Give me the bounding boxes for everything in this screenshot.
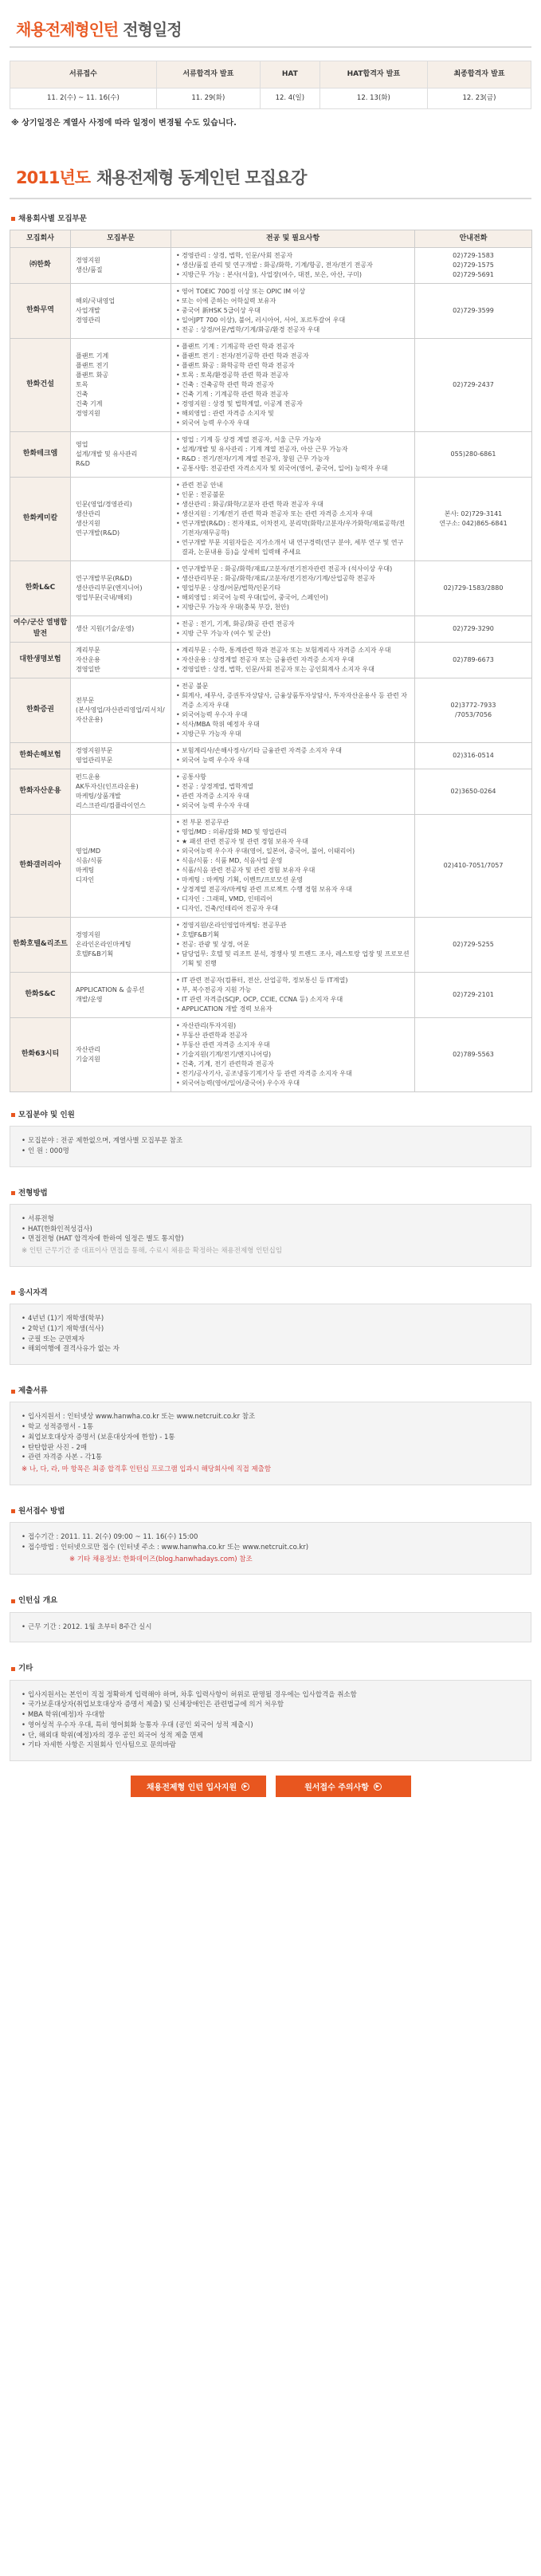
contact-cell: [415, 431, 532, 477]
contact-cell: [415, 642, 532, 678]
division-item: 영업부문(국내/해외): [76, 593, 132, 601]
division-item: 개발/운영: [76, 995, 103, 1003]
internship-heading: [11, 1595, 531, 1607]
apply-button-label: 채용전제형 인턴 입사지원: [146, 1784, 237, 1792]
contact-cell: [415, 814, 532, 917]
major-item: • 연구개발(R&D) : 전자재료, 이차전지, 분리막(화학/고분자/우가화학/재료공학/전기전자/재무공학): [176, 519, 410, 538]
major-item: • 지방근무 가능자 우대(충북 부강, 천안): [176, 603, 410, 612]
major-item: • 부, 복수전공자 지원 가능: [176, 985, 410, 995]
etc-item: • 입사지원서는 본인이 직접 정확하게 입력해야 하며, 차후 입력사항이 허위로 판명될 경우에는 입사합격을 취소함: [22, 1690, 519, 1701]
bullet-square-icon: [11, 1191, 15, 1195]
company-cell: 한화테크엠: [10, 431, 71, 477]
process-item: • 면접전형 (HAT 합격자에 한하여 일정은 별도 통지함): [22, 1234, 519, 1245]
etc-box: [10, 1680, 531, 1762]
process-heading: [11, 1188, 531, 1199]
division-item: 연구개발부문(R&D): [76, 574, 132, 582]
major-item: • 영업 : 기계 등 상경 계열 전공자, 서울 근무 가능자: [176, 435, 410, 445]
major-item: • 공통사항: [176, 773, 410, 782]
major-item: • 담당업무: 호텔 및 리조트 분석, 경쟁사 및 트렌드 조사, 레스토랑 업장 및 프로모션 기획 및 진행: [176, 950, 410, 969]
major-item: • 해외영업 : 외국어 능력 우대(일어, 중국어, 스페인어): [176, 593, 410, 603]
guide-title-main: 채용전제형 동계인턴 모집요강: [96, 168, 307, 187]
contact-phone: 02)3650-0264: [450, 787, 496, 795]
major-item: • 부동산 관련 자격증 소지자 우대: [176, 1040, 410, 1050]
major-cell: [171, 917, 415, 972]
major-item: • 전공 : 전기, 기계, 화공/화공 관련 전공자: [176, 619, 410, 629]
division-item: 플랜트 전기: [76, 361, 109, 369]
schedule-value: 12. 4(일): [260, 88, 320, 109]
major-item: • 디자인, 건축/인테리어 전공자 우대: [176, 904, 410, 914]
apply-button[interactable]: [131, 1776, 266, 1797]
contact-phone: 02)729-1575: [453, 261, 494, 269]
recruit-table: [10, 230, 532, 1092]
eligibility-item: • 해외여행에 결격사유가 없는 자: [22, 1344, 519, 1355]
division-item: 마케팅: [76, 866, 95, 874]
etc-heading: [11, 1663, 531, 1674]
major-cell: [171, 431, 415, 477]
contact-phone: 02)729-1583/2880: [443, 584, 504, 592]
major-cell: [171, 247, 415, 283]
division-item: 경영지원: [76, 256, 100, 264]
division-item: 경영관리: [76, 316, 100, 324]
division-cell: [71, 642, 171, 678]
division-item: 해외/국내영업: [76, 297, 116, 305]
major-cell: [171, 742, 415, 769]
major-item: • 보험계리사/손해사정사/기타 금융관련 자격증 소지자 우대: [176, 746, 410, 756]
division-item: APPLICATION & 솔루션: [76, 985, 145, 993]
division-item: 전부문: [76, 696, 95, 704]
major-item: • 석사/MBA 학위 예정자 우대: [176, 720, 410, 730]
contact-cell: [415, 477, 532, 560]
eligibility-heading: [11, 1288, 531, 1299]
contact-phone: 02)729-3290: [453, 624, 494, 632]
company-cell: 대한생명보험: [10, 642, 71, 678]
major-item: • 전공 : 상경/어문/법학/기계/화공/환경 전공자 우대: [176, 325, 410, 335]
etc-item: • 영어성적 우수자 우대, 특히 영어회화 능통자 우대 (공인 외국어 성적 제출시): [22, 1721, 519, 1731]
division-item: 호텔F&B기획: [76, 950, 114, 958]
table-row: [10, 1017, 532, 1091]
division-item: R&D: [76, 459, 90, 467]
division-cell: [71, 615, 171, 642]
recruit-header: 모집회사: [10, 230, 71, 247]
division-item: 건축: [76, 390, 88, 398]
process-item: • HAT(한화인적성검사): [22, 1225, 519, 1235]
caution-button-label: 원서접수 주의사항: [304, 1784, 369, 1792]
contact-phone: 02)789-6673: [453, 655, 494, 663]
etc-item: • 단, 해외대 학위(예정)자의 경우 공인 외국어 성적 제출 면제: [22, 1731, 519, 1741]
major-item: • R&D : 전기/전자/기계 계열 전공자, 창원 근무 가능자: [176, 454, 410, 464]
schedule-value: 12. 23(금): [427, 88, 531, 109]
major-item: • APPLICATION 개발 경력 보유자: [176, 1005, 410, 1014]
contact-cell: [415, 678, 532, 742]
table-row: [10, 678, 532, 742]
major-item: • 지방근무 가능자 우대: [176, 730, 410, 739]
contact-cell: [415, 972, 532, 1017]
major-item: • 식품/식음 관련 전공자 및 관련 경험 보유자 우대: [176, 866, 410, 875]
table-row: [10, 769, 532, 814]
major-item: • IT 관련 전공자(컴퓨터, 전산, 산업공학, 정보통신 등 IT계열): [176, 976, 410, 985]
company-cell: 여수/군산 열병합발전: [10, 615, 71, 642]
documents-item: • 학교 성적증명서 - 1통: [22, 1422, 519, 1433]
company-cell: 한화호텔&리조트: [10, 917, 71, 972]
division-item: 식음/식품: [76, 856, 103, 864]
caution-button[interactable]: [276, 1776, 411, 1797]
major-item: • 중국어 新HSK 5급이상 우대: [176, 306, 410, 316]
major-cell: [171, 560, 415, 615]
division-item: 설계/개발 및 유사관리: [76, 450, 138, 458]
major-cell: [171, 283, 415, 338]
major-cell: [171, 814, 415, 917]
eligibility-heading-text: 응시자격: [18, 1288, 48, 1297]
division-item: 경영지원부문: [76, 746, 113, 754]
major-item: • 계리부문 : 수학, 통계관련 학과 전공자 또는 보험계리사 자격증 소지자 우대: [176, 646, 410, 655]
table-row: [10, 247, 532, 283]
division-item: 기술지원: [76, 1055, 100, 1063]
major-item: • 외국어능력 우수자 우대(영어, 일본어, 중국어, 불어, 이태리어): [176, 847, 410, 856]
division-item: 디자인: [76, 875, 95, 883]
contact-phone: 02)729-2437: [453, 380, 494, 388]
division-item: 리스크관리/컴플라이언스: [76, 801, 146, 809]
division-item: 경영지원: [76, 930, 100, 938]
division-item: 영업/MD: [76, 847, 101, 855]
major-item: • 생산지원 : 기계/전기 관련 학과 전공자 또는 관련 자격증 소지자 우대: [176, 509, 410, 519]
contact-phone: 055)280-6861: [450, 450, 496, 458]
major-cell: [171, 678, 415, 742]
division-item: 건축 기계: [76, 399, 103, 407]
table-row: [10, 742, 532, 769]
major-cell: [171, 615, 415, 642]
company-cell: 한화손해보험: [10, 742, 71, 769]
contact-phone: 02)410-7051/7057: [443, 861, 504, 869]
major-item: • 부동산 관련학과 전공자: [176, 1031, 410, 1040]
major-item: • 영어 TOEIC 700점 이상 또는 OPIC IM 이상: [176, 287, 410, 297]
major-item: • ★ 패션 관련 전공자 및 관련 경험 보유자 우대: [176, 837, 410, 847]
major-cell: [171, 769, 415, 814]
major-item: • 전기/공사기사, 공조냉동기계기사 등 관련 자격증 소지자 우대: [176, 1069, 410, 1079]
major-item: • 플랜트 기계 : 기계공학 관련 학과 전공자: [176, 342, 410, 352]
division-item: 생산 지원(기술/운영): [76, 624, 135, 632]
schedule-header: HAT합격자 발표: [320, 61, 427, 88]
application-box: [10, 1522, 531, 1575]
division-item: 플랜트 화공: [76, 371, 109, 379]
contact-phone: 본사: 02)729-3141: [444, 509, 503, 517]
major-item: • 외국어 능력 우수자 우대: [176, 801, 410, 811]
table-row: [10, 431, 532, 477]
process-note: ※ 인턴 근무기간 중 대표이사 면접을 통해, 수료시 채용을 확정하는 채용전제형 인턴십임: [22, 1247, 282, 1255]
eligibility-item: • 2학년 (1)기 재학생(석사): [22, 1324, 519, 1335]
division-cell: [71, 560, 171, 615]
bullet-square-icon: [11, 1509, 15, 1513]
company-cell: 한화케미칼: [10, 477, 71, 560]
internship-box: [10, 1612, 531, 1643]
schedule-value: 12. 13(화): [320, 88, 427, 109]
major-item: • 외국어능력 우수자 우대: [176, 710, 410, 720]
major-item: • 상경계열 전공자/마케팅 관련 프로젝트 수행 경험 보유자 우대: [176, 885, 410, 895]
process-item: • 서류전형: [22, 1214, 519, 1225]
division-cell: [71, 338, 171, 431]
division-cell: [71, 1017, 171, 1091]
company-cell: 한화건설: [10, 338, 71, 431]
division-item: 토목: [76, 380, 88, 388]
table-row: [10, 283, 532, 338]
company-cell: 한화갤러리아: [10, 814, 71, 917]
schedule-title: [10, 18, 531, 48]
major-item: • 생산관리부문 : 화공/화학/재료/고분자/전기전자/기계/산업공학 전공자: [176, 574, 410, 584]
table-row: [10, 477, 532, 560]
table-row: [10, 972, 532, 1017]
documents-box: [10, 1402, 531, 1485]
fields-heading: [11, 1110, 531, 1121]
major-cell: [171, 338, 415, 431]
recruit-header: 모집부문: [71, 230, 171, 247]
major-item: • 설계/개발 및 유사관리 : 기계 계열 전공자, 아산 근무 가능자: [176, 445, 410, 454]
contact-cell: [415, 283, 532, 338]
action-buttons: [0, 1776, 541, 1797]
schedule-title-accent: 채용전제형인턴: [16, 20, 119, 39]
company-cell: 한화S&C: [10, 972, 71, 1017]
major-item: • 또는 이에 준하는 어학실력 보유자: [176, 297, 410, 306]
contact-cell: [415, 1017, 532, 1091]
application-item: • 접수방법 : 인터넷으로만 접수 (인터넷 주소 : www.hanwha.co.kr 또는 www.netcruit.co.kr): [22, 1543, 519, 1553]
schedule-title-main: 전형일정: [123, 20, 182, 39]
major-item: • 기술지원(기계/전기/엔지니어링): [176, 1050, 410, 1060]
schedule-table: [10, 61, 531, 109]
fields-item: • 모집분야 : 전공 제한없으며, 계열사별 모집부문 참조: [22, 1136, 519, 1146]
division-item: AK투자신(인프라운용): [76, 782, 139, 790]
major-item: • 전 부문 전공무관: [176, 818, 410, 828]
division-cell: [71, 283, 171, 338]
major-item: • 일어JPT 700 이상), 불어, 러시아어, 서어, 포르투갈어 우대: [176, 316, 410, 325]
major-item: • 경영지원 : 상경 및 법학계열, 이공계 전공자: [176, 399, 410, 409]
major-item: • IT 관련 자격증(SCJP, OCP, CCIE, CCNA 등) 소지자 우대: [176, 995, 410, 1005]
major-item: • 디자인 : 그래픽, VMD, 인테리어: [176, 895, 410, 904]
major-item: • 해외영업 : 관련 자격증 소지자 및: [176, 409, 410, 419]
schedule-header: 최종합격자 발표: [427, 61, 531, 88]
contact-phone: 02)789-5563: [453, 1050, 494, 1058]
contact-phone: 02)729-5255: [453, 940, 494, 948]
documents-heading: [11, 1386, 531, 1397]
division-item: 경영일반: [76, 665, 100, 673]
major-item: • 외국어 능력 우수자 우대: [176, 756, 410, 765]
major-item: • 연구개발부문 : 화공/화학/재료/고분자/전기전자관련 전공자 (석사이상 우대): [176, 564, 410, 574]
division-cell: [71, 477, 171, 560]
division-cell: [71, 742, 171, 769]
division-item: 자산운용: [76, 655, 100, 663]
company-cell: 한화63시티: [10, 1017, 71, 1091]
company-cell: 한화자산운용: [10, 769, 71, 814]
contact-phone: 연구소: 042)865-6841: [439, 519, 508, 527]
application-heading: [11, 1506, 531, 1517]
major-item: • 관련 자격증 소지자 우대: [176, 792, 410, 801]
major-item: • 자산운용 : 상경계열 전공자 또는 금융관련 자격증 소지자 우대: [176, 655, 410, 665]
major-item: • 외국어 능력 우수자 우대: [176, 419, 410, 428]
application-item: • 접수기간 : 2011. 11. 2(수) 09:00 ~ 11. 16(수) 15:00: [22, 1532, 519, 1543]
major-item: • 플랜트 화공 : 화학공학 관련 학과 전공자: [176, 361, 410, 371]
division-cell: [71, 769, 171, 814]
guide-year: 2011년도: [16, 168, 91, 187]
major-cell: [171, 642, 415, 678]
major-item: • 식음/식품 : 식품 MD, 식음사업 운영: [176, 856, 410, 866]
table-row: [10, 560, 532, 615]
fields-heading-text: 모집분야 및 인원: [18, 1110, 75, 1119]
major-cell: [171, 972, 415, 1017]
major-item: • 플랜트 전기 : 전자/전기공학 관련 학과 전공자: [176, 352, 410, 361]
contact-cell: [415, 338, 532, 431]
application-note: ※ 기타 채용정보: 한화데이즈(blog.hanwhadays.com) 참조: [69, 1555, 253, 1563]
contact-phone: 02)316-0514: [453, 751, 494, 759]
company-cell: 한화무역: [10, 283, 71, 338]
division-cell: [71, 917, 171, 972]
arrow-right-icon: ▶: [374, 1783, 382, 1791]
recruit-header: 안내전화: [415, 230, 532, 247]
division-item: 생산지원: [76, 519, 100, 527]
schedule-value: 11. 2(수) ~ 11. 16(수): [10, 88, 157, 109]
division-item: 인문(영업/경영관리): [76, 500, 132, 508]
major-item: • 건축, 기계, 전기 관련학과 전공자: [176, 1060, 410, 1069]
major-cell: [171, 1017, 415, 1091]
table-row: [10, 814, 532, 917]
division-cell: [71, 431, 171, 477]
schedule-note: ※ 상기일정은 계열사 사정에 따라 일정이 변경될 수도 있습니다.: [11, 119, 237, 128]
division-item: 사업개발: [76, 306, 100, 314]
company-cell: 한화L&C: [10, 560, 71, 615]
major-item: • 경영일반 : 상경, 법학, 인문/사회 전공자 또는 공인회계사 소지자 우대: [176, 665, 410, 674]
etc-item: • 기타 자세한 사항은 지원회사 인사팀으로 문의바람: [22, 1740, 519, 1751]
etc-item: • 국가보훈대상자(취업보호대상자 증명서 제출) 및 신체장애인은 관련법규에 의거 처우함: [22, 1700, 519, 1710]
eligibility-box: [10, 1304, 531, 1365]
recruit-heading: [11, 214, 531, 225]
etc-heading-text: 기타: [18, 1664, 33, 1673]
table-row: [10, 338, 532, 431]
company-cell: 한화증권: [10, 678, 71, 742]
division-item: 플랜트 기계: [76, 352, 109, 360]
company-cell: ㈜한화: [10, 247, 71, 283]
major-item: • 전공: 관광 및 상경, 어문: [176, 940, 410, 950]
contact-cell: [415, 560, 532, 615]
major-item: • 토목 : 토목/환경공학 관련 학과 전공자: [176, 371, 410, 380]
contact-cell: [415, 769, 532, 814]
documents-item: • 관련 자격증 사본 - 각1통: [22, 1453, 519, 1463]
major-item: • 관련 전공 안내: [176, 481, 410, 490]
documents-item: • 탄탄합판 사진 - 2매: [22, 1443, 519, 1453]
process-box: [10, 1204, 531, 1267]
division-item: 연구개발(R&D): [76, 529, 120, 537]
contact-cell: [415, 742, 532, 769]
bullet-square-icon: [11, 1113, 15, 1117]
major-item: • 건축 기계 : 기계공학 관련 학과 전공자: [176, 390, 410, 399]
bullet-square-icon: [11, 1599, 15, 1603]
contact-phone: 02)729-1583: [453, 251, 494, 259]
guide-title: [10, 166, 531, 199]
documents-item: • 최업보호대상자 증명서 (보훈대상자에 한함) - 1통: [22, 1433, 519, 1443]
arrow-right-icon: ▶: [241, 1783, 249, 1791]
major-item: • 공통사항: 전공관련 자격소지자 및 외국어(영어, 중국어, 일어) 능력자 우대: [176, 464, 410, 474]
application-heading-text: 원서접수 방법: [18, 1506, 65, 1516]
division-item: 경영지원: [76, 409, 100, 417]
table-row: [10, 615, 532, 642]
table-row: [10, 642, 532, 678]
major-item: • 전공 : 상경계열, 법학계열: [176, 782, 410, 792]
contact-cell: [415, 615, 532, 642]
division-item: 자산관리: [76, 1045, 100, 1053]
schedule-value: 11. 29(화): [156, 88, 260, 109]
documents-heading-text: 제출서류: [18, 1386, 48, 1395]
division-item: 마케팅/상품개발: [76, 792, 121, 800]
major-item: • 경영관리 : 상경, 법학, 인문/사회 전공자: [176, 251, 410, 261]
major-item: • 생산관리 : 화공/화학/고분자 관련 학과 전공자 우대: [176, 500, 410, 509]
bullet-square-icon: [11, 1667, 15, 1671]
process-heading-text: 전형방법: [18, 1188, 48, 1198]
eligibility-item: • 군필 또는 군면제자: [22, 1335, 519, 1345]
major-item: • 경영지원/온라인영업마케팅: 전공무관: [176, 921, 410, 930]
major-item: • 회계사, 세무사, 증권투자상담사, 금융상품투자상담사, 투자자산운용사 등 관련 자격증 소지자 우대: [176, 691, 410, 710]
division-cell: [71, 678, 171, 742]
division-cell: [71, 247, 171, 283]
division-item: 계리부문: [76, 646, 100, 654]
major-item: • 자산관리(투자지원): [176, 1021, 410, 1031]
documents-item: • 입사지원서 : 인터넷상 www.hanwha.co.kr 또는 www.netcruit.co.kr 참조: [22, 1412, 519, 1422]
division-item: 생산/품질: [76, 265, 103, 273]
schedule-header: 서류접수: [10, 61, 157, 88]
division-item: 생산관리: [76, 509, 100, 517]
contact-phone: 02)729-3599: [453, 306, 494, 314]
internship-heading-text: 인턴십 개요: [18, 1596, 58, 1606]
major-item: • 전공 불문: [176, 682, 410, 691]
division-item: 영업관리부문: [76, 756, 113, 764]
etc-item: • MBA 학위(예정)자 우대함: [22, 1710, 519, 1721]
bullet-square-icon: [11, 217, 15, 221]
fields-item: • 인 원 : 000명: [22, 1146, 519, 1157]
contact-cell: [415, 917, 532, 972]
division-item: 펀드운용: [76, 773, 100, 781]
major-item: • 생산/품질 관리 및 연구개발 : 화공/화학, 기계/항공, 전자/전기 전공자: [176, 261, 410, 270]
contact-cell: [415, 247, 532, 283]
fields-box: [10, 1126, 531, 1167]
major-item: • 영업/MD : 의류/잡화 MD 및 영업관리: [176, 828, 410, 837]
division-item: 생산관리부문(엔지니어): [76, 584, 143, 592]
contact-phone: /7053/7056: [454, 710, 492, 718]
major-item: • 인문 : 전공불문: [176, 490, 410, 500]
schedule-header: HAT: [260, 61, 320, 88]
schedule-header: 서류합격자 발표: [156, 61, 260, 88]
major-item: • 지방근무 가능 : 본사(서울), 사업장(여수, 대전, 보은, 아산, 구미): [176, 270, 410, 280]
major-item: • 마케팅 : 마케팅 기획, 이벤트/프로모션 운영: [176, 875, 410, 885]
major-cell: [171, 477, 415, 560]
contact-phone: 02)729-2101: [453, 990, 494, 998]
documents-note: ※ 나, 다, 라, 마 항목은 최종 합격후 인턴십 프로그램 입과시 해당회사에 직접 제출함: [22, 1465, 272, 1473]
major-item: • 호텔F&B기획: [176, 930, 410, 940]
internship-item: • 근무 기간 : 2012. 1월 초부터 8주간 실시: [22, 1622, 519, 1633]
division-item: 영업: [76, 440, 88, 448]
division-item: 온라인온라인마케팅: [76, 940, 131, 948]
division-item: (본사영업/자산관리영업/리서치/자산운용): [76, 706, 165, 723]
recruit-header: 전공 및 필요사항: [171, 230, 415, 247]
major-item: • 연구개발 부문 지원자들은 지가소개서 내 연구경력(연구 분야, 세부 연구 및 연구결과, 논문내용 등)을 상세히 입력해 주세요: [176, 538, 410, 557]
contact-phone: 02)3772-7933: [450, 701, 496, 709]
eligibility-item: • 4년년 (1)기 재학생(학부): [22, 1314, 519, 1324]
division-cell: [71, 972, 171, 1017]
contact-phone: 02)729-5691: [453, 270, 494, 278]
major-item: • 외국어능력(영어/일어/중국어) 우수자 우대: [176, 1079, 410, 1088]
major-item: • 건축 : 건축공학 관련 학과 전공자: [176, 380, 410, 390]
table-row: [10, 917, 532, 972]
recruit-heading-text: 채용회사별 모집부문: [18, 214, 87, 223]
division-cell: [71, 814, 171, 917]
major-item: • 영업부문 : 상경/어문/법학/인문기타: [176, 584, 410, 593]
major-item: • 지방 근무 가능자 (여수 및 군산): [176, 629, 410, 639]
bullet-square-icon: [11, 1390, 15, 1394]
bullet-square-icon: [11, 1291, 15, 1295]
